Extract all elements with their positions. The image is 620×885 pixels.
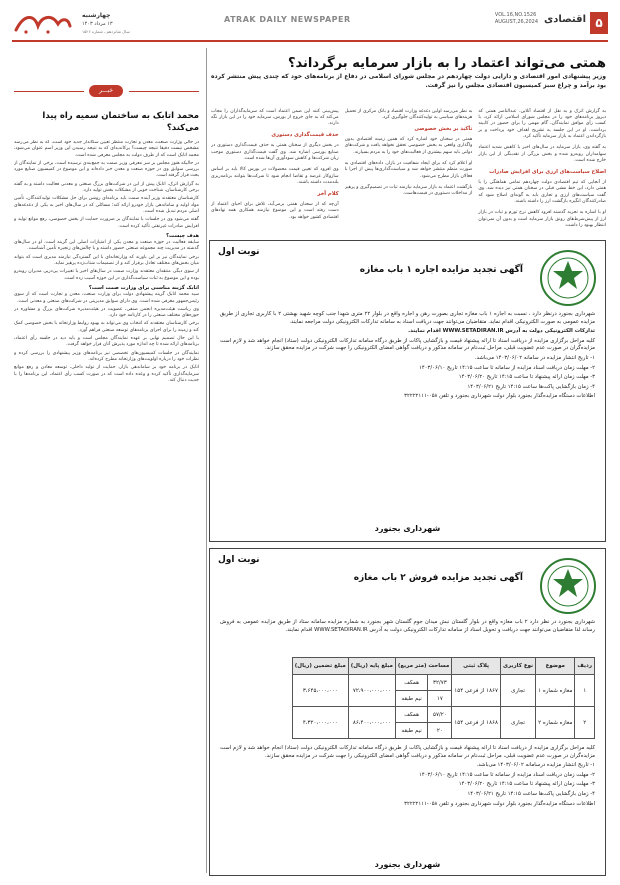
paragraph: همتی در سخنان خود اشاره کرد که همین زمینه اقتصادی بدون واگذاری واقعی به بخش خصوصی تحقق نخواهد یافت و شرکت‌های دولتی باید سهم بیشتری از فعالیت‌های خود را به مردم بسپارند. [344,137,473,155]
volume-info [495,12,538,26]
paragraph: به گفته وی، بازار سرمایه در سال‌های اخیر با کاهش شدید اعتماد سهامداران روبه‌رو شده و بخش بزرگی از نقدینگی از این بازار خارج شده است. [478,145,606,164]
paragraph: به نظر می‌رسد اولین دغدغه وزارت اقتصاد و بانک مرکزی از تحمیل هزینه‌های سیاسی به تولیدکنندگان جلوگیری کرد. [344,108,473,120]
row-use: تجاری [500,707,535,739]
list-item: ۲- مهلت زمان دریافت اسناد مزایده از سامانه تا ساعت ۱۴:۱۵ تاریخ ۱۴۰۳/۰۶/۱۰ [418,771,595,778]
row-base-price: ۷۲،۹۰۰،۰۰۰،۰۰۰ [348,675,395,707]
row-floor: همکف [395,707,428,723]
col-header: موضوع [536,658,575,675]
subheading: اصلاح سیاست‌های ارزی برای افزایش صادرات [489,169,606,176]
row-area: ۲۰ [428,723,452,739]
list-item: ۱- تاریخ انتشار مزایده در سامانه ۱۴۰۳/۰۶/۰۲ می‌باشد. [474,354,595,361]
side-article [14,82,199,872]
paragraph: کلیه مراحل برگزاری مزایده از دریافت اسناد تا ارائه پیشنهاد قیمت و بازگشایی پاکات از طریق درگاه سامانه تدارکات الکترونیکی دولت (ستاد) انجام خواهد شد و لازم است مزایده‌گران در صورت عدم عضویت قبلی، مراحل ثبت‌نام در سامانه مذکور و دریافت گواهی امضای الکترونیکی را جهت شرکت در مزایده محقق سازند. [220,337,595,352]
notice-round: نوبت اول [218,247,260,257]
ad-title: آگهی تجدید مزایده اجاره ۱ باب مغازه [359,265,523,275]
col-header: مساحت (متر مربع) [395,658,451,675]
main-lead: وزیر پیشنهادی امور اقتصادی و دارایی دولت چهاردهم در مجلس شورای اسلامی در دفاع از برنامه‌های خود که چندی پیش منتشر کرده بود برآمد و چراغ سبز کمیسیون اقتصادی مجلس را نیز گرفت. [211,73,606,89]
subheading: حذف قیمت‌گذاری دستوری [271,132,339,139]
row-floor: نیم طبقه [395,691,428,707]
row-base-price: ۸۶،۴۰۰،۰۰۰،۰۰۰ [348,707,395,739]
subheading: اتابک گزینه مناسبی برای وزارت صمت است؟ [88,284,199,291]
weekday: چهارشنبه [82,12,111,19]
volume-number: VOL.16,NO.1526 [494,12,537,18]
table-row [292,675,594,691]
paragraph: او با اشاره به تجربه گذشته افزود کاهش نرخ تورم و ثبات در بازار ارز از پیش‌شرط‌های رونق بازار سرمایه است و بدون آن نمی‌توان انتظار بهبود را داشت. [478,210,606,229]
list-item: ۱- تاریخ انتشار مزایده درسامانه ۱۴۰۳/۰۶/۰۲ می‌باشد. [476,762,595,769]
list-item: ۲- مهلت زمان دریافت اسناد مزایده از سامانه تا ساعت ۱۴:۱۵ تاریخ ۱۴۰۳/۰۶/۱۰ [418,364,595,371]
paragraph: بازگشت اعتماد به بازار سرمایه نیازمند ثبات در تصمیم‌گیری و پرهیز از مداخلات دستوری در قیمت‌هاست. [344,184,473,197]
paragraph: کارشناسان معتقدند وزیر آینده صمت باید برنامه‌ای روشن برای حل مشکلات تولیدکنندگان، تأمین مواد اولیه و ساماندهی بازار خودرو ارائه کند؛ مسائلی که در سال‌های اخیر به یکی از دغدغه‌های اصلی مردم تبدیل شده است. [14,196,199,214]
auction-ad-sale [209,548,606,876]
row-use: تجاری [500,675,535,707]
col-header: مبلغ پایه (ریال) [348,658,395,675]
paragraph: در حالی وزارت صنعت، معدن و تجارت منتظر تعیین سکاندار جدید خود است، که به نظر می‌رسد مشخص نیست دقیقا نتیجه چیست؟ پرکاندیدای که به نتیجه رسیدن این وزیر اسم عنوان می‌شود، محمد اتابک است که از طرف دولت به مجلس معرفی شده است. [14,140,199,158]
article-column-2 [345,104,473,232]
ad-signature: شهرداری بجنورد [374,860,441,869]
row-plak: ۱۸۶۸ از فرعی ۱۵۴ [452,707,501,739]
row-floor: همکف [395,675,428,691]
table-row [292,707,594,723]
daily-name: ATRAK DAILY NEWSPAPER [224,15,351,24]
header-rule [12,40,608,42]
paragraph: او اعلام کرد که برای ایجاد شفافیت در بازار، داده‌های اقتصادی به صورت منظم منتشر خواهد شد و سیاست‌گذاری‌ها پیش از اجرا با فعالان بازار مطرح می‌شود. [344,160,473,179]
row-floor: نیم طبقه [395,723,428,739]
contact-line: اطلاعات دستگاه مزایده‌گذار بجنورد بلوار دولت شهرداری بجنورد و تلفن ۰۵۸-۳۲۲۲۲۱۱۱ [404,393,595,400]
ad-signature: شهرداری بجنورد [374,524,441,533]
issue-number: سال شانزدهم ـ شماره ۱۵۲۶ [82,29,130,34]
row-area: ۳۲/۷۳ [428,675,452,691]
list-item: ۳- مهلت زمان ارائه پیشنهاد تا ساعت ۱۴:۱۵ تاریخ ۱۴۰۳/۰۶/۲۰ [458,781,595,788]
paragraph: آن‌چه که از سخنان همتی برمی‌آید، تلاش برای احیای اعتماد از دست رفته است و این موضوع نیازمند همکاری همه نهادهای اقتصادی کشور خواهد بود. [211,202,339,220]
paragraph: شهرداری بجنورد درنظر دارد ، نسبت به اجاره ۱ باب مغازه تجاری بصورت رهن و اجاره واقع در بلوار ۲۲ متری شهدا جنب کوچه شهید بهشتی ۲ با کاربری تجاری از طریق مزایده عمومی به صورت الکترونیکی اقدام نماید. متقاضیان می‌توانند جهت دریافت اسناد به سامانه تدارکات الکترونیکی دولت مراجعه نمایند. [220,311,596,325]
municipality-seal-icon [539,557,597,615]
list-item: ۴- زمان بازگشایی پاکت‌ها ساعت ۱۴:۱۵ تاریخ ۱۴۰۳/۰۶/۲۱ [467,790,595,797]
paragraph: با این حال تصمیم نهایی بر عهده نمایندگان مجلس است و باید دید در جلسه رأی اعتماد، برنامه‌های ارائه شده تا چه اندازه مورد پذیرش آنان قرار خواهد گرفت. [14,336,199,348]
paragraph: کلیه مراحل برگزاری مزایده از دریافت اسناد تا ارائه پیشنهاد قیمت و بازگشایی پاکات از طریق درگاه سامانه تدارکات الکترونیکی دولت (ستاد) انجام خواهد شد و لازم است مزایده‌گران در صورت عدم عضویت قبلی، مراحل ثبت‌نام در سامانه مذکور و دریافت گواهی امضای الکترونیکی را جهت شرکت در مزایده محقق سازند. [220,745,595,759]
persian-date: ۱۳ مرداد ۱۴۰۳ [82,21,113,27]
paragraph: گفته می‌شود وی در جلسات با نمایندگان بر ضرورت حمایت از بخش خصوصی، رفع موانع تولید و افزایش صادرات غیرنفتی تأکید کرده است. [14,217,199,229]
english-date: AUGUST,26,2024 [494,19,538,25]
row-number: ۱ [575,675,595,707]
page-number: ۵ [590,12,608,34]
paragraph: در حالیکه هنوز مجلس بر سر معرفی وزیر صمت به جمع‌بندی نرسیده است، برخی از نمایندگان از بررسی سوابق وی در حوزه صنعت و معدن خبر داده‌اند و این موضوع در کمیسیون صنایع مورد بحث قرار گرفته است. [14,160,199,179]
table-header-row [292,658,594,675]
ad-body [220,311,595,403]
page-header [12,10,608,40]
paragraph: شهرداری بجنورد در نظر دارد ۲ باب مغازه واقع در بلوار گلستان نبش میدان جوم گلستان شهر بجنورد به شماره مزایده سامانه ستاد از طریق مزایده عمومی به فروش رساند لذا متقاضیان می‌توانند جهت دریافت و تحویل اسناد از سامانه تدارکات الکترونیکی دولت به آدرس WWW.SETADIRAN.IR اقدام نمایند. [220,619,595,633]
atrak-logo-icon [12,10,72,36]
website-line: تدارکات الکترونیکی دولت به آدرس WWW.SETADIRAN.IR اقدام نمایند. [408,328,595,335]
article-column-1 [478,104,606,232]
row-subject: مغازه شماره ۱ [536,675,575,707]
col-header: مبلغ تضمین (ریال) [292,658,348,675]
paragraph: برخی نمایندگان نیز بر این باورند که وزارتخانه‌ای با این گستردگی نیازمند مدیری است که بتواند میان بخش‌های مختلف تعادل برقرار کند و از تصمیمات شتاب‌زده پرهیز نماید. [14,254,199,267]
paragraph: وی ریاست هیئت‌مدیره انجمن صنفی، عضویت در هیئت‌مدیره شرکت‌های بزرگ و مشاوره در حوزه‌های مختلف صنعتی را در کارنامه خود دارد. [14,306,199,319]
ad-intro [220,619,595,636]
col-header: پلاک ثبتی [452,658,501,675]
paragraph: سابقه فعالیت در حوزه صنعت و معدن یکی از امتیازات اصلی این گزینه است. او در سال‌های گذشته در مدیریت چند مجموعه صنعتی حضور داشته و با چالش‌های زنجیره تأمین آشناست. [14,240,199,252]
paragraph: وی افزود که تعیین قیمت محصولات در بورس کالا باید بر اساس سازوکار عرضه و تقاضا انجام شود تا شرکت‌ها بتوانند برنامه‌ریزی بلندمدت داشته باشند. [211,167,339,186]
notice-round: نوبت اول [218,555,260,565]
paragraph: نمایندگان در جلسات کمیسیون‌های تخصصی نیز برنامه‌های وزیر پیشنهادی را بررسی کرده و نظرات خود را درباره اولویت‌های وزارتخانه مطرح کرده‌اند. [14,350,199,362]
ad-body [220,745,595,810]
paragraph: در بخش دیگری از سخنان همتی به حذف قیمت‌گذاری دستوری در صنایع بورسی اشاره شد. وی گفت قیمت‌گذاری دستوری موجب زیان شرکت‌ها و کاهش سودآوری آن‌ها شده است. [211,143,339,162]
kicker-label: خبـــر [89,85,123,97]
municipality-seal-icon [539,249,597,307]
row-plak: ۱۸۶۷ از فرعی ۱۵۴ [452,675,501,707]
paragraph: اتابک در برنامه خود بر ساماندهی بازار، حمایت از تولید داخلی، توسعه معادن و رفع موانع سرمایه‌گذاری تأکید کرده و وعده داده است که در صورت کسب رأی اعتماد، این برنامه‌ها را با جدیت دنبال کند. [14,365,199,383]
col-header: ردیف [575,658,595,675]
row-area: ۵۷/۲۰ [428,707,452,723]
column-divider [206,48,207,873]
row-guarantee: ۳،۶۴۵،۰۰۰،۰۰۰ [292,675,348,707]
subheading: کلام آخر [317,191,339,198]
side-headline: محمد اتابک به ساختمان سمیه راه پیدا می‌کند؟ [42,111,199,133]
ad-title: آگهی تجدید مزایده فروش ۲ باب مغازه [353,573,523,583]
paragraph: سید محمد اتابک گزینه پیشنهادی دولت برای وزارت صنعت، معدن و تجارت است که از سوی رئیس‌جمهور معرفی شده است. وی دارای سوابق مدیریتی در شرکت‌های صنعتی و معدنی است. [14,292,199,304]
section-name: اقتصادی [544,14,586,25]
kicker-line-left [14,91,84,92]
paragraph: به گزارش اترک، اتابک پیش از این در شرکت‌های بزرگ صنعتی و معدنی فعالیت داشته و به گفته برخی کارشناسان، شناخت خوبی از مشکلات بخش تولید دارد. [14,181,199,194]
main-article-body [211,104,606,232]
auction-ad-rent [209,240,606,542]
article-column-3 [211,104,339,232]
list-item: ۳- مهلت زمان ارائه پیشنهاد تا ساعت ۱۴:۱۵ تاریخ ۱۴۰۳/۰۶/۲۰ [458,374,595,381]
paragraph: از سوی دیگر، منتقدان معتقدند وزارت صمت در سال‌های اخیر با تغییرات پی‌درپی مدیران روبه‌رو بوده و این موضوع به ثبات سیاست‌گذاری در این حوزه آسیب زده است. [14,269,199,281]
list-item: ۴- زمان بازگشایی پاکت‌ها ساعت ۱۴:۱۵ تاریخ ۱۴۰۳/۰۶/۲۱ [467,383,595,390]
paragraph: برخی کارشناسان معتقدند که انتخاب وی می‌تواند به بهبود روابط وزارتخانه با بخش خصوصی کمک کند و زمینه را برای اجرای برنامه‌های توسعه صنعتی فراهم آورد. [14,321,199,333]
paragraph: پیش‌بینی کنند این ضمن اعتماد است که سرمایه‌گذاران را مجاب می‌کند که به جای خروج از بورس، سرمایه خود را در این بازار نگه دارند. [211,108,339,127]
row-number: ۲ [575,707,595,739]
kicker-bar [14,82,199,100]
subheading: هدف چیست؟ [166,232,199,239]
row-guarantee: ۴،۳۲۰،۰۰۰،۰۰۰ [292,707,348,739]
row-subject: مغازه شماره ۲ [536,707,575,739]
paragraph: به گزارش اترک و به نقل از اقتصاد آنلاین، عبدالناصر همتی که دیروز برنامه‌های خود را در مجلس شورای اسلامی ارائه کرد، با کسب رأی موافق نمایندگان، گام مهمی را برای حضور در کابینه برداشت. او در این جلسه به تشریح اهداف خود پرداخت و بر بازگرداندن اعتماد به بازار سرمایه تأکید کرد. [478,108,606,140]
kicker-line-right [129,91,199,92]
col-header: نوع کاربری [500,658,535,675]
auction-table [292,657,595,739]
main-headline: همتی می‌تواند اعتماد را به بازار سرمایه برگرداند؟ [288,56,606,71]
contact-line: اطلاعات دستگاه مزایده‌گذار بجنورد بلوار دولت شهرداری بجنورد و تلفن ۰۵۸-۳۲۲۲۲۱۱۱ [404,800,595,807]
side-article-body [14,140,199,870]
subheading: تأکید بر بخش خصوصی [414,126,473,132]
row-area: ۱۷ [428,691,452,707]
paragraph: از آنجایی که تیم اقتصادی دولت چهاردهم تمامی هماهنگی را با همتی دارد، این خط مشی قبلی در سخنان همتی نیز دیده شد. وی گفت سیاست‌های ارزی و تجاری باید به گونه‌ای اصلاح شود که صادرکنندگان انگیزه بازگشت ارز را داشته باشند. [478,180,606,205]
